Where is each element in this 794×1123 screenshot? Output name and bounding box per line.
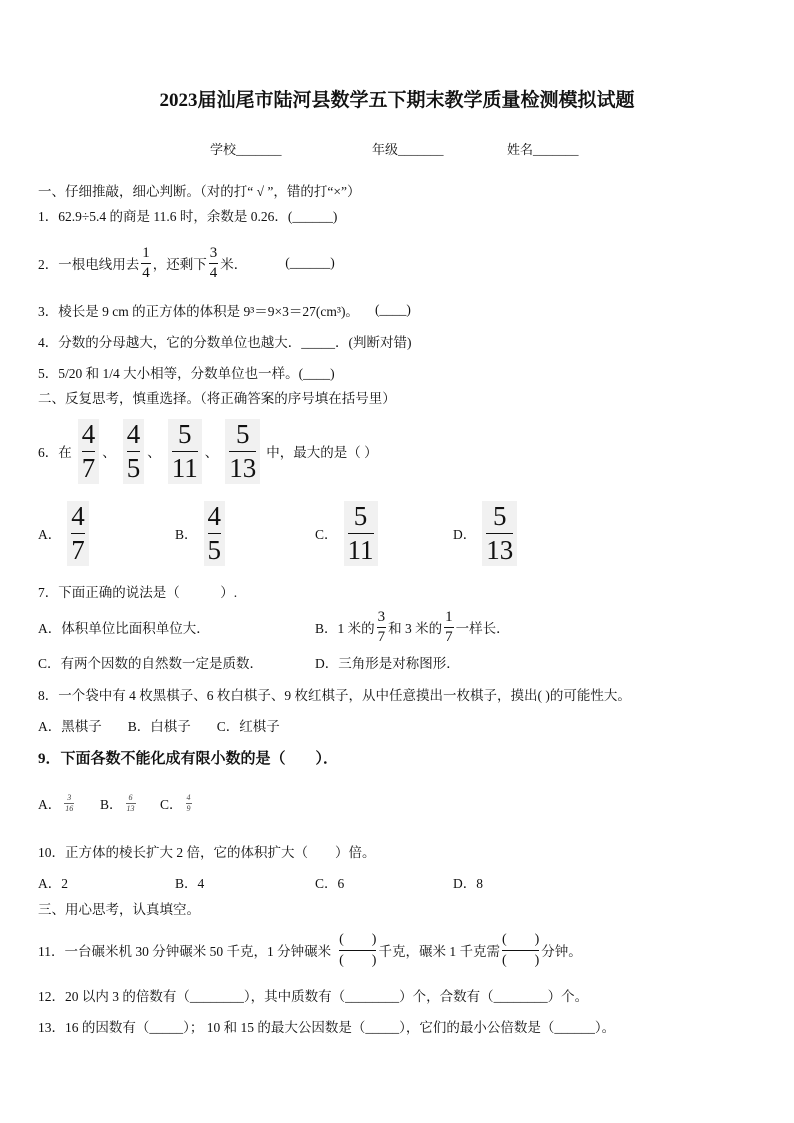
question-9-text: 9．下面各数不能化成有限小数的是（ ）． xyxy=(38,750,339,767)
denominator: 9 xyxy=(186,803,191,813)
numerator: 3 xyxy=(377,610,387,628)
option-c xyxy=(315,502,378,564)
question-11-after: 分钟。 xyxy=(541,944,582,959)
option-text: A．体积单位比面积单位大． xyxy=(38,621,210,636)
question-7 xyxy=(38,582,237,600)
question-12 xyxy=(38,986,588,1004)
option-text: B．4 xyxy=(175,876,205,891)
section-heading-1-text: 一、仔细推敲，细心判断。（对的打“ √ ”，错的打“×”） xyxy=(38,184,361,199)
fraction-3-4 xyxy=(209,246,219,281)
fraction-3-16 xyxy=(64,794,74,813)
blank-fraction xyxy=(339,933,376,968)
option-b xyxy=(175,873,204,891)
option-d xyxy=(453,502,517,564)
numerator: 5 xyxy=(229,421,256,452)
fraction-5-11 xyxy=(344,501,378,566)
section-heading-2-text: 二、反复思考，慎重选择。（将正确答案的序号填在括号里） xyxy=(38,391,396,406)
denominator: 13 xyxy=(229,452,257,483)
option-a xyxy=(38,873,68,891)
option-label: A． xyxy=(38,527,62,542)
fraction-1-7 xyxy=(444,610,454,645)
option-label: D． xyxy=(453,527,477,542)
question-8 xyxy=(38,685,631,703)
option-b-middle: 和 3 米的 xyxy=(388,621,443,636)
question-2 xyxy=(38,241,335,285)
name-field: 姓名_______ xyxy=(507,142,579,157)
denominator: 7 xyxy=(81,452,96,483)
fraction-4-5 xyxy=(204,501,226,566)
numerator: 4 xyxy=(82,421,96,452)
denominator: 16 xyxy=(65,803,74,813)
denominator: 4 xyxy=(209,264,218,281)
option-c xyxy=(160,790,192,816)
option-a xyxy=(38,790,74,816)
fraction-4-7 xyxy=(67,501,89,566)
question-9 xyxy=(38,746,338,768)
option-label: C． xyxy=(160,797,183,812)
separator: 、 xyxy=(102,445,116,460)
question-5 xyxy=(38,363,335,381)
question-6-after: 中，最大的是（ ） xyxy=(266,445,378,460)
option-label: B． xyxy=(100,797,123,812)
question-10-text: 10．正方体的棱长扩大 2 倍，它的体积扩大（ ）倍。 xyxy=(38,845,376,860)
separator: 、 xyxy=(204,445,219,460)
option-d xyxy=(453,873,483,891)
numerator: 5 xyxy=(486,503,513,534)
fraction-6-13 xyxy=(126,794,136,813)
question-10 xyxy=(38,842,376,860)
denominator: 7 xyxy=(445,628,453,645)
option-b xyxy=(100,790,136,816)
numerator: 4 xyxy=(208,503,222,534)
option-b-after: 一样长． xyxy=(455,621,510,636)
question-4-text: 4．分数的分母越大，它的分数单位也越大．_____．(判断对错) xyxy=(38,335,412,350)
option-label: C． xyxy=(315,527,338,542)
fraction-5-11 xyxy=(168,419,202,484)
option-b xyxy=(315,607,510,647)
numerator: 3 xyxy=(209,246,219,264)
denominator: 11 xyxy=(171,452,198,483)
option-label: B． xyxy=(175,527,198,542)
answer-blank: (____) xyxy=(374,302,411,317)
numerator-blank: ( ) xyxy=(339,933,376,951)
question-11-middle: 千克，碾米 1 千克需 xyxy=(378,944,500,959)
page-title: 2023届汕尾市陆河县数学五下期末教学质量检测模拟试题 xyxy=(159,90,635,111)
denominator: 5 xyxy=(207,534,222,565)
numerator: 4 xyxy=(186,792,191,802)
fraction-4-5 xyxy=(123,419,145,484)
question-6 xyxy=(38,419,378,483)
blank-fraction xyxy=(502,933,539,968)
denominator: 13 xyxy=(126,803,135,813)
question-1-text: 1．62.9÷5.4 的商是 11.6 时，余数是 0.26．(______) xyxy=(38,209,338,224)
numerator: 5 xyxy=(348,503,374,534)
numerator: 1 xyxy=(444,610,454,628)
denominator: 7 xyxy=(377,628,386,645)
option-c xyxy=(315,873,344,891)
denominator: 5 xyxy=(126,452,141,483)
option-b: B．白棋子 xyxy=(127,719,191,734)
denominator: 4 xyxy=(142,264,150,281)
grade-field: 年级_______ xyxy=(372,142,444,157)
question-7-text: 7．下面正确的说法是（ ）. xyxy=(38,585,238,600)
option-a: A．黑棋子 xyxy=(38,719,102,734)
question-13 xyxy=(38,1017,615,1035)
question-11 xyxy=(38,928,582,972)
question-5-text: 5．5/20 和 1/4 大小相等，分数单位也一样。(____) xyxy=(38,366,335,381)
numerator: 4 xyxy=(71,503,85,534)
numerator: 4 xyxy=(127,421,141,452)
option-text: A．2 xyxy=(38,876,68,891)
fraction-3-7 xyxy=(377,610,387,645)
question-3 xyxy=(38,301,411,319)
denominator: 13 xyxy=(486,534,514,565)
fraction-4-7 xyxy=(78,419,100,484)
question-11-before: 11．一台碾米机 30 分钟碾米 50 千克，1 分钟碾米 xyxy=(38,944,332,959)
option-b-before: B．1 米的 xyxy=(315,621,375,636)
section-heading-1 xyxy=(38,181,361,199)
option-a xyxy=(38,502,89,564)
question-8-text: 8．一个袋中有 4 枚黑棋子、6 枚白棋子、9 枚红棋子，从中任意摸出一枚棋子，摸出( )的可能性大。 xyxy=(38,688,631,703)
question-4 xyxy=(38,332,412,350)
numerator: 5 xyxy=(172,421,198,452)
numerator: 6 xyxy=(126,794,136,804)
fraction-1-4 xyxy=(141,246,151,281)
section-heading-3-text: 三、用心思考，认真填空。 xyxy=(38,902,200,917)
option-text: D．8 xyxy=(453,876,483,891)
question-3-text: 3．棱长是 9 cm 的正方体的体积是 9³＝9×3＝27(cm³)。 xyxy=(38,304,359,319)
fraction-5-13 xyxy=(482,501,517,566)
question-2-middle: ，还剩下 xyxy=(152,257,207,272)
option-a xyxy=(38,618,210,636)
question-6-before: 6．在 xyxy=(38,445,72,460)
denominator-blank: ( ) xyxy=(501,952,540,968)
answer-blank: (______) xyxy=(285,255,335,270)
option-label: A． xyxy=(38,797,62,812)
option-text: C．6 xyxy=(315,876,345,891)
question-2-after: 米． xyxy=(220,257,248,272)
option-c: C．红棋子 xyxy=(216,719,280,734)
question-2-before: 2．一根电线用去 xyxy=(38,257,140,272)
denominator: 7 xyxy=(71,534,85,565)
school-field: 学校_______ xyxy=(210,142,282,157)
numerator: 1 xyxy=(141,246,151,264)
denominator: 11 xyxy=(347,534,374,565)
question-13-text: 13．16 的因数有（_____）； 10 和 15 的最大公因数是（_____），它们的最小公倍数是（______）。 xyxy=(38,1020,616,1035)
question-8-options xyxy=(38,716,280,734)
question-1 xyxy=(38,206,337,224)
option-text: C．有两个因数的自然数一定是质数． xyxy=(38,656,264,671)
option-b xyxy=(175,502,225,564)
question-12-text: 12．20 以内 3 的倍数有（________），其中质数有（________）个，合数有（________）个。 xyxy=(38,989,589,1004)
numerator-blank: ( ) xyxy=(502,933,539,951)
option-c xyxy=(38,653,263,671)
numerator: 3 xyxy=(64,794,74,804)
denominator-blank: ( ) xyxy=(339,952,377,968)
fraction-5-13 xyxy=(225,419,260,484)
fraction-4-9 xyxy=(186,794,192,813)
separator: 、 xyxy=(147,445,161,460)
option-text: D．三角形是对称图形． xyxy=(315,656,460,671)
section-heading-2 xyxy=(38,388,396,406)
option-d xyxy=(315,653,460,671)
section-heading-3 xyxy=(38,899,200,917)
